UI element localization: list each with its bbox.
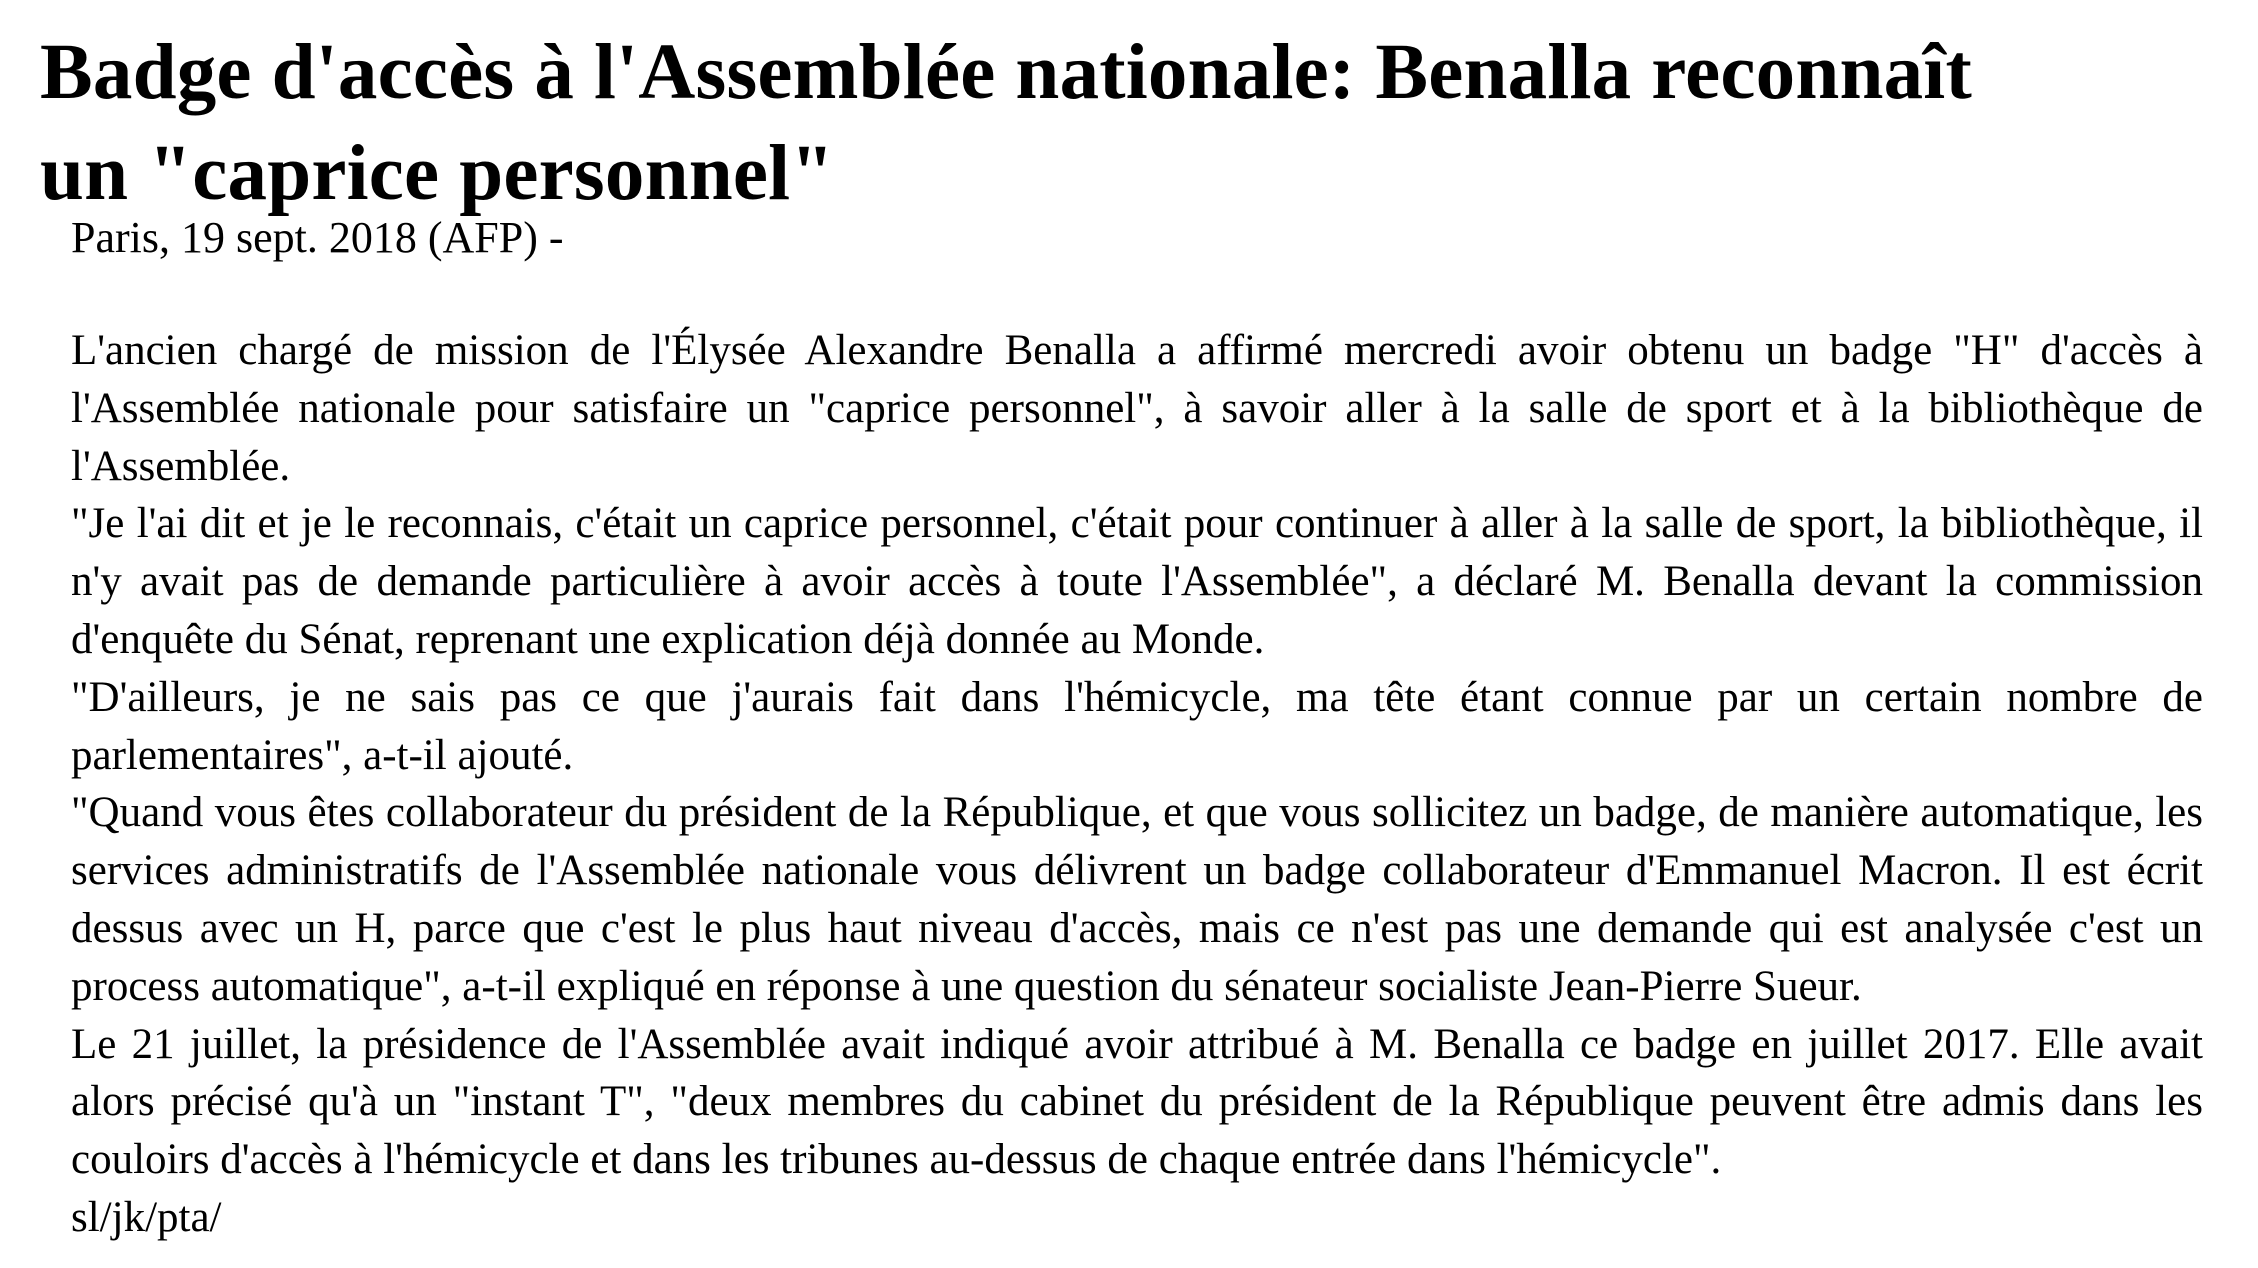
paragraph: "Je l'ai dit et je le reconnais, c'était un caprice personnel, c'était pour continuer à aller à la salle de sport, la bibliothèque, il n'y avait pas de demande particulière à avoir accès à toute l'Assemblée", a déclaré M. Benalla devant la commission d'enquête du Sénat, reprenant une explication déjà donnée au Monde.: [71, 500, 2203, 663]
article-body: [71, 322, 2203, 1247]
signoff: sl/jk/pta/: [71, 1193, 222, 1241]
dateline: Paris, 19 sept. 2018 (AFP) -: [71, 213, 564, 262]
paragraph: L'ancien chargé de mission de l'Élysée Alexandre Benalla a affirmé mercredi avoir obtenu un badge "H" d'accès à l'Assemblée nationale pour satisfaire un "caprice personnel", à savoir aller à la salle de sport et à la bibliothèque de l'Assemblée.: [71, 327, 2203, 490]
paragraph: Le 21 juillet, la présidence de l'Assemblée avait indiqué avoir attribué à M. Benalla ce badge en juillet 2017. Elle avait alors précisé qu'à un "instant T", "deux membres du cabinet du président de la République peuvent être admis dans les couloirs d'accès à l'hémicycle et dans les tribunes au-dessus de chaque entrée dans l'hémicycle".: [71, 1020, 2203, 1184]
headline: Badge d'accès à l'Assemblée nationale: Benalla reconnaît un "caprice personnel": [40, 29, 1972, 217]
paragraph: "D'ailleurs, je ne sais pas ce que j'aurais fait dans l'hémicycle, ma tête étant connue par un certain nombre de parlementaires", a-t-il ajouté.: [71, 673, 2203, 779]
paragraph: "Quand vous êtes collaborateur du président de la République, et que vous sollicitez un badge, de manière automatique, les services administratifs de l'Assemblée nationale vous délivrent un badge collaborateur d'Emmanuel Macron. Il est écrit dessus avec un H, parce que c'est le plus haut niveau d'accès, mais ce n'est pas une demande qui est analysée c'est un process automatique", a-t-il expliqué en réponse à une question du sénateur socialiste Jean-Pierre Sueur.: [71, 789, 2203, 1010]
